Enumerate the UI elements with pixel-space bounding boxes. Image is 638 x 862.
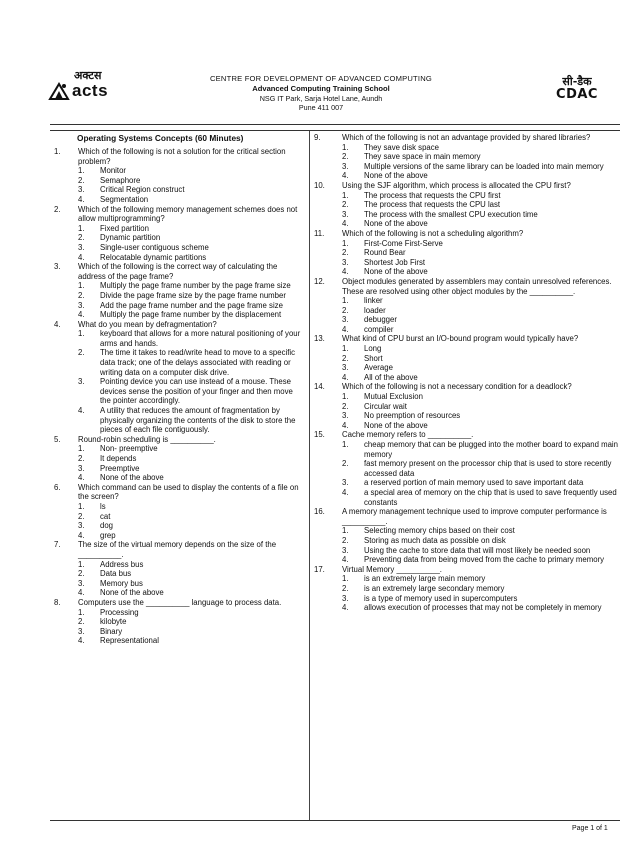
question xyxy=(50,598,305,608)
page-number: Page 1 of 1 xyxy=(572,825,608,832)
option-text: It depends xyxy=(100,454,137,463)
question-number: 6. xyxy=(54,482,61,492)
option-text: None of the above xyxy=(364,420,428,430)
answer-option xyxy=(50,406,305,435)
question-text: Computers use the __________ language to process data. xyxy=(78,597,282,607)
option-text: First-Come First-Serve xyxy=(364,238,443,248)
option-text: None of the above xyxy=(364,267,428,277)
answer-option xyxy=(314,546,620,556)
option-text: Relocatable dynamic partitions xyxy=(100,252,207,262)
option-text: Circular wait xyxy=(364,401,407,411)
option-number: 2. xyxy=(342,248,349,258)
right-column xyxy=(314,133,620,613)
option-text: Multiply the page frame number by the displacement xyxy=(100,310,282,320)
option-number: 1. xyxy=(342,574,349,584)
option-text: is a type of memory used in supercomputers xyxy=(364,593,518,603)
option-number: 1. xyxy=(342,142,349,152)
option-text: Processing xyxy=(100,607,139,617)
option-text: Non- preemptive xyxy=(100,444,158,454)
answer-option xyxy=(314,402,620,412)
option-number: 2. xyxy=(342,305,349,315)
option-text: A utility that reduces the amount of fragmentation by physically organizing the contents of the disk to store the pieces of each file contiguously. xyxy=(100,406,296,435)
question-number: 9. xyxy=(314,133,321,142)
question-text: Using the SJF algorithm, which process is allocated the CPU first? xyxy=(342,180,571,190)
question xyxy=(314,229,620,239)
answer-option xyxy=(50,636,305,646)
option-text: cat xyxy=(100,511,111,521)
question-number: 16. xyxy=(314,507,325,517)
option-number: 3. xyxy=(342,363,349,373)
option-number: 4. xyxy=(342,267,349,277)
option-number: 4. xyxy=(78,473,85,483)
option-text: cheap memory that can be plugged into the mother board to expand main memory xyxy=(364,440,618,459)
option-number: 3. xyxy=(78,463,85,473)
answer-option xyxy=(314,594,620,604)
answer-option xyxy=(50,512,305,522)
answer-option xyxy=(50,348,305,377)
option-text: is an extremely large main memory xyxy=(364,574,486,584)
option-number: 4. xyxy=(78,636,85,646)
answer-option xyxy=(50,521,305,531)
option-number: 4. xyxy=(78,530,85,540)
option-text: compiler xyxy=(364,324,394,334)
answer-option xyxy=(314,411,620,421)
answer-option xyxy=(314,363,620,373)
answer-option xyxy=(50,195,305,205)
institution-header xyxy=(160,74,482,112)
option-number: 3. xyxy=(342,545,349,555)
option-number: 2. xyxy=(342,353,349,363)
question xyxy=(50,262,305,281)
header-org-name: CENTRE FOR DEVELOPMENT OF ADVANCED COMPUTING xyxy=(209,74,432,83)
answer-option xyxy=(314,526,620,536)
answer-option xyxy=(314,315,620,325)
question xyxy=(50,205,305,224)
option-number: 3. xyxy=(342,478,349,488)
option-number: 2. xyxy=(342,535,349,545)
option-text: The process that requests the CPU first xyxy=(364,190,501,200)
option-text: None of the above xyxy=(364,171,428,181)
option-number: 4. xyxy=(78,252,85,262)
answer-option xyxy=(314,574,620,584)
option-number: 4. xyxy=(342,324,349,334)
answer-option xyxy=(50,166,305,176)
option-number: 3. xyxy=(342,315,349,325)
answer-option xyxy=(314,152,620,162)
option-text: None of the above xyxy=(364,219,428,229)
option-number: 1. xyxy=(78,223,85,233)
header-city: Pune 411 007 xyxy=(298,103,344,112)
answer-option xyxy=(50,291,305,301)
answer-option xyxy=(50,473,305,483)
question xyxy=(314,277,620,296)
option-text: Segmentation xyxy=(100,194,149,204)
option-number: 3. xyxy=(78,521,85,531)
option-number: 2. xyxy=(342,583,349,593)
option-text: Single-user contiguous scheme xyxy=(100,242,209,252)
question-text: Which of the following is not an advantage provided by shared libraries? xyxy=(342,133,591,142)
option-text: kilobyte xyxy=(100,617,127,627)
answer-option xyxy=(50,444,305,454)
option-text: Multiple versions of the same library can be loaded into main memory xyxy=(364,161,604,171)
option-number: 2. xyxy=(78,569,85,579)
question xyxy=(50,540,305,559)
question-text: Which of the following is not a necessary condition for a deadlock? xyxy=(342,382,572,392)
question-number: 17. xyxy=(314,564,325,574)
option-number: 1. xyxy=(78,166,85,176)
question-text: Which of the following is the correct way of calculating the address of the page frame? xyxy=(78,262,278,281)
option-number: 2. xyxy=(342,459,349,469)
option-text: Long xyxy=(364,344,382,354)
option-text: dog xyxy=(100,521,114,531)
option-text: Representational xyxy=(100,636,159,646)
answer-option xyxy=(314,296,620,306)
answer-option xyxy=(50,301,305,311)
option-number: 4. xyxy=(78,310,85,320)
question-number: 7. xyxy=(54,540,61,550)
option-number: 2. xyxy=(78,290,85,300)
question xyxy=(50,483,305,502)
answer-option xyxy=(50,329,305,348)
answer-option xyxy=(314,325,620,335)
header-address: NSG IT Park, Sarja Hotel Lane, Aundh xyxy=(259,94,383,103)
answer-option xyxy=(314,373,620,383)
answer-option xyxy=(50,243,305,253)
answer-option xyxy=(314,584,620,594)
option-text: Data bus xyxy=(100,569,132,579)
option-number: 1. xyxy=(342,190,349,200)
header-divider-2 xyxy=(50,130,620,131)
answer-option xyxy=(314,267,620,277)
answer-option xyxy=(314,536,620,546)
option-number: 2. xyxy=(342,200,349,210)
option-number: 2. xyxy=(342,401,349,411)
option-number: 2. xyxy=(342,152,349,162)
answer-option xyxy=(50,588,305,598)
answer-option xyxy=(50,176,305,186)
answer-option xyxy=(314,239,620,249)
option-text: The time it takes to read/write head to move to a specific data track; one of the delays associated with reading or writing data on a computer disk drive. xyxy=(100,348,296,377)
answer-option xyxy=(50,531,305,541)
option-number: 3. xyxy=(342,209,349,219)
question xyxy=(314,334,620,344)
question-number: 13. xyxy=(314,334,325,344)
option-text: Binary xyxy=(100,626,123,636)
option-number: 1. xyxy=(78,281,85,291)
option-number: 3. xyxy=(78,300,85,310)
option-number: 2. xyxy=(78,175,85,185)
option-text: Storing as much data as possible on disk xyxy=(364,535,506,545)
answer-option xyxy=(50,233,305,243)
question-number: 10. xyxy=(314,180,325,190)
option-text: None of the above xyxy=(100,473,164,483)
left-column xyxy=(50,133,305,646)
option-number: 3. xyxy=(342,411,349,421)
option-text: linker xyxy=(364,296,383,306)
acts-logo-hindi: अक्टस xyxy=(74,69,102,82)
option-number: 3. xyxy=(342,593,349,603)
question-text: Object modules generated by assemblers may contain unresolved references. These are resolved using other object modules by the __________. xyxy=(342,276,612,296)
answer-option xyxy=(314,200,620,210)
option-text: Using the cache to store data that will most likely be needed soon xyxy=(364,545,591,555)
option-text: keyboard that allows for a more natural positioning of your arms and hands. xyxy=(100,329,301,348)
option-text: Monitor xyxy=(100,166,126,176)
question xyxy=(50,435,305,445)
question-text: Which command can be used to display the contents of a file on the screen? xyxy=(78,482,299,502)
answer-option xyxy=(50,569,305,579)
answer-option xyxy=(314,354,620,364)
option-text: Add the page frame number and the page frame size xyxy=(100,300,283,310)
answer-option xyxy=(50,310,305,320)
option-number: 1. xyxy=(78,329,85,339)
answer-option xyxy=(50,560,305,570)
option-text: Preemptive xyxy=(100,463,140,473)
question-number: 1. xyxy=(54,147,61,156)
question-number: 14. xyxy=(314,382,325,392)
option-text: is an extremely large secondary memory xyxy=(364,583,505,593)
option-number: 3. xyxy=(78,626,85,636)
question-text: What do you mean by defragmentation? xyxy=(78,319,217,329)
acts-logo-mark-icon xyxy=(48,82,70,100)
option-number: 2. xyxy=(78,454,85,463)
answer-option xyxy=(50,464,305,474)
option-text: grep xyxy=(100,530,116,540)
question xyxy=(314,430,620,440)
option-text: They save space in main memory xyxy=(364,152,481,162)
option-text: They save disk space xyxy=(364,142,439,152)
option-text: All of the above xyxy=(364,372,418,382)
option-number: 1. xyxy=(342,526,349,536)
option-number: 1. xyxy=(78,444,85,454)
question-number: 11. xyxy=(314,228,325,238)
answer-option xyxy=(50,579,305,589)
option-text: Address bus xyxy=(100,559,144,569)
question xyxy=(50,147,305,166)
option-number: 4. xyxy=(342,487,349,497)
question-number: 2. xyxy=(54,204,61,214)
option-text: Round Bear xyxy=(364,248,406,258)
option-text: allows execution of processes that may not be completely in memory xyxy=(364,603,602,613)
answer-option xyxy=(50,253,305,263)
question-text: Which of the following memory management schemes does not allow multiprogramming? xyxy=(78,204,298,224)
option-text: Fixed partition xyxy=(100,223,149,233)
acts-logo xyxy=(48,70,138,100)
option-number: 1. xyxy=(78,501,85,511)
option-text: fast memory present on the processor chip that is used to store recently accessed data xyxy=(364,459,612,478)
option-text: a special area of memory on the chip that is used to save frequently used constants xyxy=(364,487,617,507)
option-number: 3. xyxy=(78,242,85,252)
answer-option xyxy=(314,219,620,229)
question xyxy=(314,565,620,575)
option-number: 2. xyxy=(78,348,85,358)
option-text: Pointing device you can use instead of a mouse. These devices sense the position of your finger and then move the pointer accordingly. xyxy=(100,377,293,406)
option-text: Critical Region construct xyxy=(100,185,185,195)
answer-option xyxy=(314,603,620,613)
answer-option xyxy=(314,440,620,459)
answer-option xyxy=(50,617,305,627)
question-text: Virtual Memory __________. xyxy=(342,564,442,574)
option-text: Shortest Job First xyxy=(364,257,426,267)
answer-option xyxy=(50,454,305,464)
question-text: The size of the virtual memory depends on the size of the __________. xyxy=(78,540,277,559)
answer-option xyxy=(314,162,620,172)
option-number: 1. xyxy=(342,296,349,306)
option-number: 1. xyxy=(78,607,85,617)
option-text: None of the above xyxy=(100,588,164,598)
question xyxy=(314,181,620,191)
question-text: Which of the following is not a scheduling algorithm? xyxy=(342,228,524,238)
answer-option xyxy=(50,281,305,291)
question-text: Cache memory refers to __________. xyxy=(342,430,474,440)
option-text: Memory bus xyxy=(100,578,143,588)
answer-option xyxy=(314,143,620,153)
acts-logo-text: acts xyxy=(72,81,109,100)
answer-option xyxy=(50,185,305,195)
question-text: What kind of CPU burst an I/O-bound program would typically have? xyxy=(342,334,579,344)
option-number: 1. xyxy=(342,238,349,248)
option-text: Short xyxy=(364,353,383,363)
option-text: Preventing data from being moved from the cache to primary memory xyxy=(364,555,605,565)
question-text: Round-robin scheduling is __________. xyxy=(78,434,216,444)
question-number: 15. xyxy=(314,430,325,440)
option-number: 4. xyxy=(342,171,349,181)
answer-option xyxy=(314,488,620,507)
option-number: 4. xyxy=(342,219,349,229)
option-number: 4. xyxy=(78,588,85,598)
option-text: Divide the page frame size by the page frame number xyxy=(100,290,286,300)
option-number: 3. xyxy=(342,257,349,267)
question-number: 3. xyxy=(54,262,61,272)
option-number: 4. xyxy=(342,420,349,430)
option-number: 3. xyxy=(78,377,85,387)
question-number: 5. xyxy=(54,434,61,444)
answer-option xyxy=(50,608,305,618)
option-text: Selecting memory chips based on their cost xyxy=(364,526,515,536)
header-divider xyxy=(50,124,620,125)
option-text: debugger xyxy=(364,315,397,325)
answer-option xyxy=(314,210,620,220)
exam-title: Operating Systems Concepts (60 Minutes) xyxy=(77,133,244,143)
option-number: 2. xyxy=(78,233,85,243)
question-text: Which of the following is not a solution for the critical section problem? xyxy=(78,147,286,166)
option-number: 4. xyxy=(78,194,85,204)
option-text: Semaphore xyxy=(100,175,141,185)
option-number: 2. xyxy=(78,511,85,521)
answer-option xyxy=(314,171,620,181)
answer-option xyxy=(314,306,620,316)
option-text: Average xyxy=(364,363,393,373)
option-number: 3. xyxy=(78,578,85,588)
answer-option xyxy=(314,421,620,431)
question xyxy=(50,320,305,330)
cdac-logo-text: CDAC xyxy=(556,87,598,102)
option-number: 1. xyxy=(78,559,85,569)
option-text: loader xyxy=(364,305,386,315)
option-number: 3. xyxy=(342,161,349,171)
question-number: 4. xyxy=(54,319,61,329)
option-number: 4. xyxy=(342,603,349,613)
option-number: 4. xyxy=(78,406,85,416)
question-number: 8. xyxy=(54,597,61,607)
answer-option xyxy=(314,191,620,201)
option-text: The process with the smallest CPU execution time xyxy=(364,209,538,219)
option-text: ls xyxy=(100,501,106,511)
option-number: 1. xyxy=(342,440,349,449)
question-number: 12. xyxy=(314,276,325,286)
cdac-logo-hindi: सी-डैक xyxy=(562,75,592,88)
answer-option xyxy=(50,502,305,512)
cdac-logo xyxy=(552,76,602,102)
option-number: 1. xyxy=(342,392,349,402)
option-text: Dynamic partition xyxy=(100,233,161,243)
option-text: The process that requests the CPU last xyxy=(364,200,501,210)
answer-option xyxy=(314,248,620,258)
answer-option xyxy=(50,377,305,406)
option-text: No preemption of resources xyxy=(364,411,461,421)
answer-option xyxy=(50,627,305,637)
option-number: 2. xyxy=(78,617,85,627)
answer-option xyxy=(50,224,305,234)
option-text: a reserved portion of main memory used to save important data xyxy=(364,478,584,488)
answer-option xyxy=(314,478,620,488)
question xyxy=(314,133,620,143)
option-number: 3. xyxy=(78,185,85,195)
footer-divider xyxy=(50,820,620,821)
question-text: A memory management technique used to improve computer performance is __________. xyxy=(342,507,607,526)
answer-option xyxy=(314,344,620,354)
option-number: 4. xyxy=(342,372,349,382)
column-divider xyxy=(309,131,310,820)
question xyxy=(314,507,620,526)
option-number: 1. xyxy=(342,344,349,354)
answer-option xyxy=(314,258,620,268)
question xyxy=(314,382,620,392)
option-text: Multiply the page frame number by the page frame size xyxy=(100,281,291,291)
answer-option xyxy=(314,555,620,565)
answer-option xyxy=(314,459,620,478)
answer-option xyxy=(314,392,620,402)
header-school-name: Advanced Computing Training School xyxy=(252,84,390,93)
option-number: 4. xyxy=(342,555,349,565)
option-text: Mutual Exclusion xyxy=(364,392,423,402)
